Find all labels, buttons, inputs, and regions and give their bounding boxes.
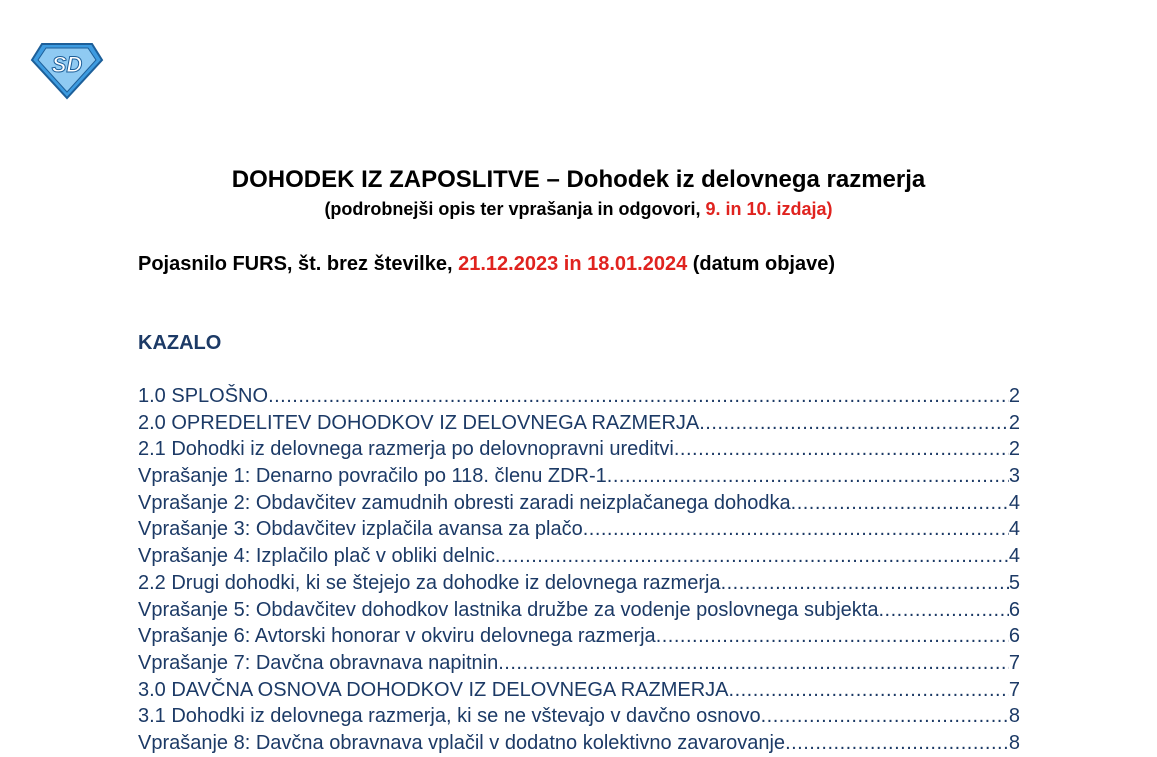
toc-entry[interactable] — [138, 436, 1020, 463]
toc-entry-title: 2.1 Dohodki iz delovnega razmerja po delovnopravni ureditvi — [138, 438, 674, 461]
toc-dot-leader — [878, 597, 1008, 624]
toc-entry[interactable] — [138, 730, 1020, 757]
toc-entry-title: Vprašanje 8: Davčna obravnava vplačil v dodatno kolektivno zavarovanje — [138, 731, 786, 754]
note-suffix: (datum objave) — [687, 253, 835, 275]
toc-page-number: 2 — [1008, 438, 1020, 461]
toc-page-number: 3 — [1008, 465, 1020, 488]
toc-entry-title: 2.2 Drugi dohodki, ki se štejejo za dohodke iz delovnega razmerja — [138, 571, 721, 594]
toc-entry-title: 1.0 SPLOŠNO — [138, 385, 269, 407]
toc-dot-leader — [268, 383, 1009, 410]
toc-entry[interactable] — [138, 597, 1020, 624]
toc-page-number: 8 — [1008, 705, 1020, 728]
toc-entry-title: 3.0 DAVČNA OSNOVA DOHODKOV IZ DELOVNEGA RAZMERJA — [138, 678, 729, 701]
toc-dot-leader — [721, 570, 1009, 597]
toc-entry[interactable] — [138, 410, 1020, 437]
toc-entry-title: Vprašanje 1: Denarno povračilo po 118. členu ZDR-1 — [138, 465, 607, 488]
note-prefix: Pojasnilo FURS, št. brez številke, — [138, 253, 459, 275]
toc-entry-title: Vprašanje 2: Obdavčitev zamudnih obresti zaradi neizplačanega dohodka — [138, 491, 791, 514]
toc-entry[interactable] — [138, 623, 1020, 650]
note-dates: 21.12.2023 in 18.01.2024 — [458, 253, 688, 275]
toc-entry[interactable] — [138, 383, 1020, 410]
toc-entry-title: Vprašanje 6: Avtorski honorar v okviru delovnega razmerja — [138, 625, 656, 648]
toc-dot-leader — [583, 516, 1009, 543]
toc-entry[interactable] — [138, 490, 1020, 517]
toc-page-number: 7 — [1008, 651, 1020, 674]
toc-page-number: 2 — [1008, 385, 1020, 407]
toc-page-number: 6 — [1008, 598, 1020, 621]
toc-entry[interactable] — [138, 677, 1020, 704]
toc-entry[interactable] — [138, 570, 1020, 597]
logo-text: SD — [51, 52, 83, 77]
toc-entry[interactable] — [138, 543, 1020, 570]
toc-entry-title: 2.0 OPREDELITEV DOHODKOV IZ DELOVNEGA RAZMERJA — [138, 411, 700, 434]
toc-entry-title: 3.1 Dohodki iz delovnega razmerja, ki se ne vštevajo v davčno osnovo — [138, 705, 761, 728]
toc-dot-leader — [498, 650, 1009, 677]
toc-page-number: 5 — [1008, 571, 1020, 594]
toc-dot-leader — [699, 410, 1009, 437]
toc-page-number: 7 — [1008, 678, 1020, 701]
subtitle-prefix: (podrobnejši opis ter vprašanja in odgovori, — [324, 199, 706, 219]
subtitle-edition: 9. in 10. izdaja) — [705, 199, 833, 219]
toc-dot-leader — [674, 436, 1009, 463]
toc-page-number: 8 — [1008, 731, 1020, 754]
toc-dot-leader — [791, 490, 1009, 517]
toc-entry-title: Vprašanje 5: Obdavčitev dohodkov lastnika družbe za vodenje poslovnega subjekta — [138, 598, 879, 621]
toc-page-number: 6 — [1008, 625, 1020, 648]
toc-dot-leader — [729, 677, 1009, 704]
toc-entry-title: Vprašanje 4: Izplačilo plač v obliki delnic — [138, 545, 495, 568]
toc-page-number: 2 — [1008, 411, 1020, 434]
toc-entry[interactable] — [138, 516, 1020, 543]
toc-dot-leader — [656, 623, 1009, 650]
toc-dot-leader — [607, 463, 1009, 490]
toc-page-number: 4 — [1008, 491, 1020, 514]
toc-dot-leader — [761, 703, 1009, 730]
furs-note — [138, 250, 835, 278]
document-title: DOHODEK IZ ZAPOSLITVE – Dohodek iz delovnega razmerja — [231, 166, 926, 193]
toc-dot-leader — [785, 730, 1009, 757]
toc-page-number: 4 — [1008, 545, 1020, 568]
toc-entry-title: Vprašanje 3: Obdavčitev izplačila avansa za plačo — [138, 518, 583, 541]
table-of-contents — [138, 383, 1020, 757]
toc-entry-title: Vprašanje 7: Davčna obravnava napitnin — [138, 651, 499, 674]
toc-heading: KAZALO — [138, 332, 222, 354]
toc-page-number: 4 — [1008, 518, 1020, 541]
toc-entry[interactable] — [138, 703, 1020, 730]
document-subtitle — [0, 197, 1157, 221]
shield-logo-icon — [30, 40, 104, 100]
toc-entry[interactable] — [138, 650, 1020, 677]
toc-entry[interactable] — [138, 463, 1020, 490]
toc-dot-leader — [495, 543, 1009, 570]
